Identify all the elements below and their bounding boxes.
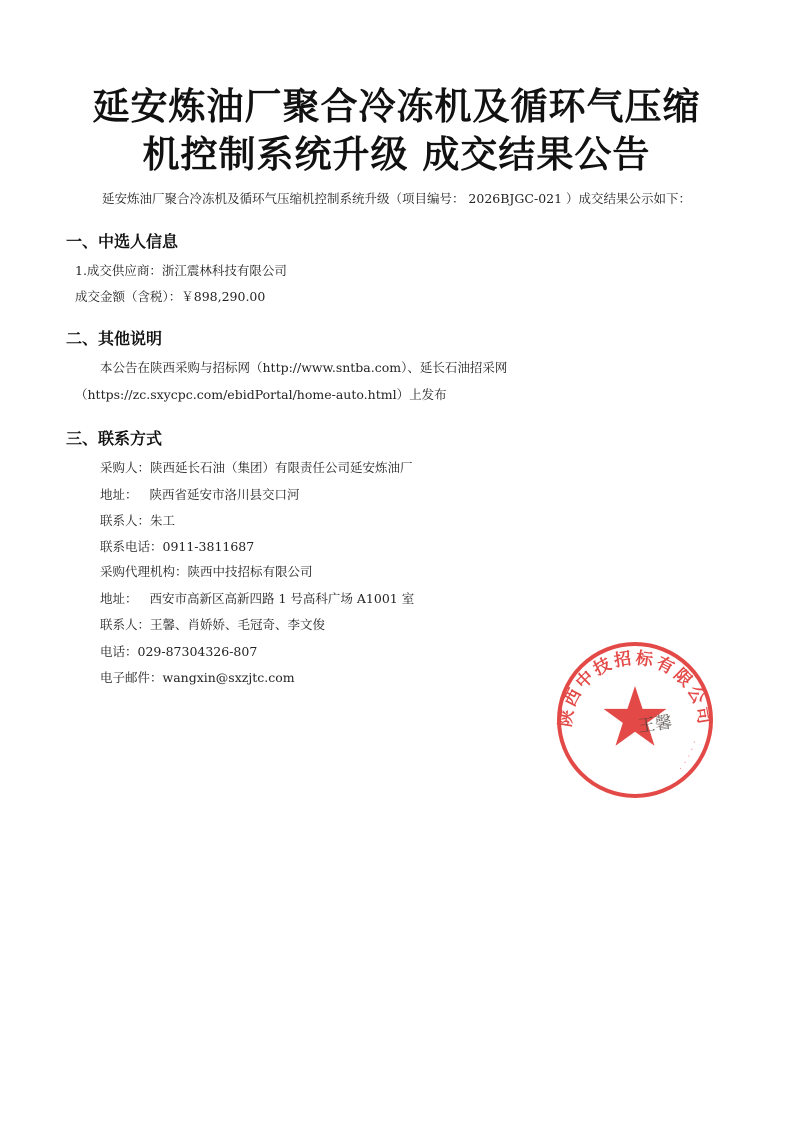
company-seal-stamp [555,640,715,800]
seal-handwritten-signature: 王馨 [636,712,674,737]
document-title-line-1: 延安炼油厂聚合冷冻机及循环气压缩 [92,85,701,128]
buyer-address-value: 陕西省延安市洛川县交口河 [149,487,300,502]
document-title-line-2: 机控制系统升级 成交结果公告 [142,133,651,176]
section-heading-contact: 三、联系方式 [66,429,163,448]
agency-contact-persons: 联系人：王馨、肖娇娇、毛冠奇、李文俊 [100,617,326,632]
intro-paragraph: 延安炼油厂聚合冷冻机及循环气压缩机控制系统升级（项目编号： 2026BJGC-021 ）成交结果公示如下： [101,191,692,206]
buyer-contact-person: 联系人：朱工 [100,513,176,528]
section-heading-winner-info: 一、中选人信息 [66,232,179,251]
seal-serial-marks: - - - - - [676,739,698,772]
winning-supplier: 1.成交供应商：浙江震林科技有限公司 [75,263,287,278]
section-heading-other-notes: 二、其他说明 [66,329,163,348]
seal-lettering: 陕西中技招标有限公司 [555,648,715,729]
agency-email: 电子邮件：wangxin@sxzjtc.com [100,670,295,685]
publish-note-line-1: 本公告在陕西采购与招标网（http://www.sntba.com）、延长石油招采网 [100,360,508,375]
buyer-address [100,485,300,503]
buyer-phone: 联系电话：0911-3811687 [100,539,255,554]
buyer-name: 采购人：陕西延长石油（集团）有限责任公司延安炼油厂 [100,460,413,475]
agency-name: 采购代理机构：陕西中技招标有限公司 [100,564,313,579]
buyer-address-label: 地址： [100,487,138,502]
winning-amount: 成交金额（含税）：￥898,290.00 [75,289,266,304]
agency-address [100,589,414,607]
agency-phone: 电话：029-87304326-807 [100,644,258,659]
agency-address-value: 西安市高新区高新四路 1 号高科广场 A1001 室 [149,591,415,606]
publish-note-line-2: （https://zc.sxycpc.com/ebidPortal/home-auto.html）上发布 [75,387,447,402]
agency-address-label: 地址： [100,591,138,606]
